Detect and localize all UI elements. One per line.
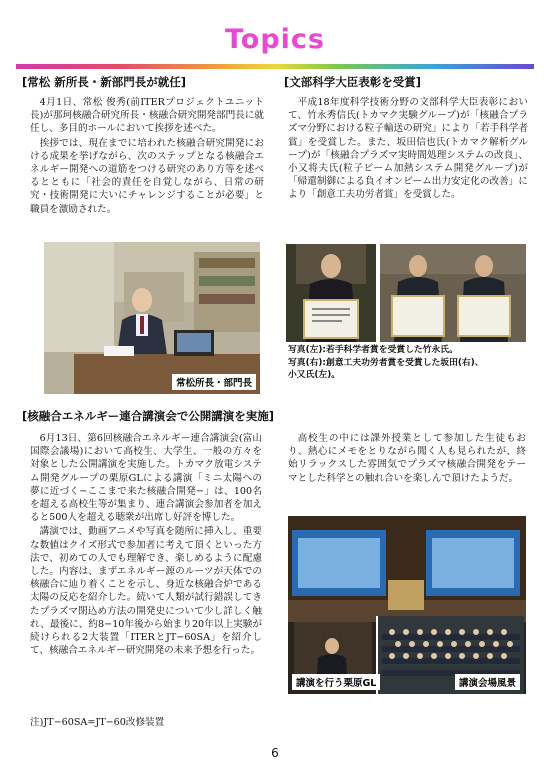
footnote: 注)JT−60SA=JT−60改修装置: [30, 717, 165, 728]
award-caption-line: 小又氏(左)。: [288, 370, 341, 380]
article2-paragraph: 平成18年度科学技術分野の文部科学大臣表彰において、竹永秀信氏(トカマク実験グループ)が「核融合プラズマ分野における粒子輸送の研究」により「若手科学者賞」を受賞した。また、坂田信也氏(トカマク解析グループ)が「核融合プラズマ実時間処理システムの改良」、小又将夫氏(粒子ビーム加熱システム開発グループ)が「帰還制御による負イオンビーム出力安定化の改善」により「創意工夫功労者賞」を受賞した。: [288, 97, 528, 201]
article3-paragraph-right: 高校生の中には課外授業として参加した生徒もおり、熱心にメモをとりながら聞く人も見られたが、終始リラックスした雰囲気でプラズマ核融合開発をテーマとした科学との触れ合いを楽しんで頂けたようだ。: [288, 433, 526, 484]
page-number: 6: [271, 746, 279, 760]
article1-paragraph: 4月1日、常松 俊秀(前ITERプロジェクトユニット長)が那珂核融合研究所長・核融合研究開発部門長に就任し、多目的ホールにおいて挨拶を述べた。: [30, 97, 264, 135]
article1-paragraph: 挨拶では、現在までに培われた核融合研究開発における成果を挙げながら、次のステップとなる核融合エネルギー開発への道筋をつける研究のあり方等を述べるとともに「社会的責任を自覚しながら、日常の研究・技術開発に大いにチャレンジすることが必要」と職員を激励された。: [30, 137, 264, 215]
article3-body-left: [30, 432, 262, 657]
venue-photo-caption: 講演会場風景: [455, 674, 520, 690]
director-photo-caption: 常松所長・部門長: [172, 374, 256, 390]
article3-paragraph: 6月13日、第6回核融合エネルギー連合講演会(富山国際会議場)において高校生、大学生、一般の方々を対象とした公開講演を実施した。トカマク放電システム開発グループの栗原GLによる講演「ミニ太陽への夢に近づく−ここまで来た核融合開発−」は、100名を超える高校生等が集まり、連合講演会参加者を加えると500人を超える聴衆が出席し好評を博した。: [30, 433, 262, 524]
article3-body-right: [288, 432, 526, 485]
award-caption-line: 写真(右):創意工夫功労者賞を受賞した坂田(右)、: [288, 357, 484, 368]
creativity-award-illustration: [380, 244, 526, 342]
title-rainbow-rule: [16, 64, 534, 69]
director-office-illustration: [44, 242, 260, 394]
award-photo-left: [286, 244, 376, 342]
lecture-hall-illustration: [288, 516, 526, 694]
award-photo-right: [380, 244, 526, 342]
page-title: Topics: [224, 24, 326, 55]
young-scientist-award-illustration: [286, 244, 376, 342]
article3-paragraph: 講演では、動画アニメや写真を随所に挿入し、重要な数値はクイズ形式で参加者に考えて頂くといった方法で、初めての人でも理解でき、楽しめるように配慮した。内容は、まずエネルギー源のルーツが天体での核融合に辿り着くことを示し、身近な核融合炉である太陽の反応を紹介した。続いて人類が試行錯誤してきたプラズマ閉込め方法の開発史について少し詳しく触れ、最後に、約8−10年後から始まり20年以上実験が続けられる2大装置「ITERとJT−60SA」を紹介して、核融合エネルギー研究開発の未来予想を行った。: [30, 526, 262, 657]
award-caption-line: 写真(左):若手科学者賞を受賞した竹永氏。: [288, 345, 458, 355]
article1-heading: [常松 新所長・新部門長が就任]: [22, 75, 187, 89]
article2-body: [288, 96, 528, 202]
director-office-photo: [44, 242, 260, 394]
article1-body: [30, 96, 264, 216]
lecture-photo-collage: [288, 516, 526, 694]
article2-heading: [文部科学大臣表彰を受賞]: [284, 75, 422, 89]
article3-heading: [核融合エネルギー連合講演会で公開講演を実施]: [22, 409, 275, 423]
award-photo-caption: [288, 344, 528, 382]
speaker-photo-caption: 講演を行う栗原GL: [292, 674, 380, 690]
